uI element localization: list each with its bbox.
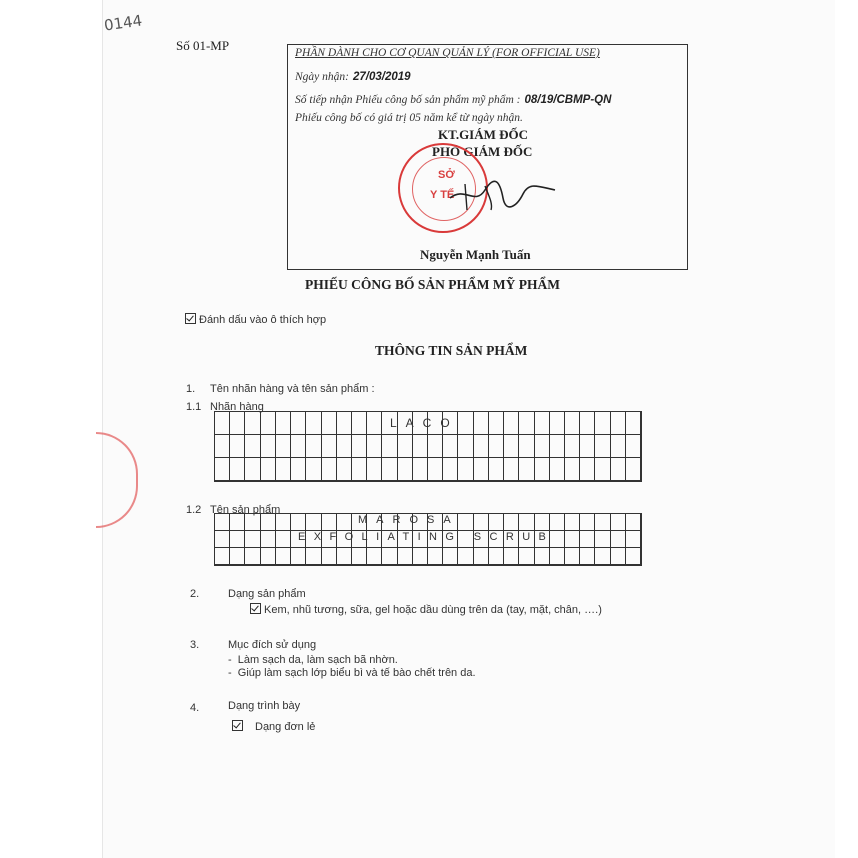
grid-cell	[458, 435, 473, 458]
signer-name: Nguyễn Mạnh Tuấn	[420, 247, 531, 262]
grid-cell	[550, 458, 565, 481]
grid-cell	[322, 412, 337, 435]
grid-cell	[565, 458, 580, 481]
grid-cell	[595, 412, 610, 435]
grid-cell	[261, 412, 276, 435]
grid-cell	[595, 548, 610, 565]
grid-cell	[580, 531, 595, 548]
grid-cell	[474, 514, 489, 531]
grid-cell	[565, 548, 580, 565]
grid-cell	[550, 514, 565, 531]
item-3-line-1: - Làm sạch da, làm sạch bã nhờn.	[228, 654, 398, 666]
grid-cell	[276, 435, 291, 458]
date-row	[295, 67, 411, 85]
grid-cell	[535, 514, 550, 531]
grid-cell	[230, 548, 245, 565]
item-2-value-row	[250, 603, 602, 616]
date-label: Ngày nhận:	[295, 71, 349, 83]
grid-cell	[611, 514, 626, 531]
stamp-text-2: Y TẾ	[430, 189, 455, 201]
grid-cell	[306, 435, 321, 458]
official-heading: PHẦN DÀNH CHO CƠ QUAN QUẢN LÝ (FOR OFFICIAL USE)	[295, 47, 600, 59]
grid-cell	[382, 548, 397, 565]
grid-cell	[550, 435, 565, 458]
grid-cell	[245, 458, 260, 481]
signer-title-1: KT.GIÁM ĐỐC	[438, 127, 529, 142]
grid-cell	[382, 435, 397, 458]
grid-cell	[291, 514, 306, 531]
grid-cell	[322, 514, 337, 531]
item-3-line-2-text: Giúp làm sạch lớp biểu bì và tế bào chết trên da.	[237, 667, 476, 679]
grid-cell	[398, 458, 413, 481]
grid-cell	[474, 548, 489, 565]
item-3-label: Mục đích sử dụng	[228, 639, 317, 651]
date-value: 27/03/2019	[352, 71, 411, 83]
item-4-num: 4.	[190, 702, 200, 714]
item-1-num: 1.	[186, 383, 196, 395]
grid-cell	[306, 412, 321, 435]
grid-cell	[626, 531, 641, 548]
grid-cell	[489, 458, 504, 481]
grid-cell	[519, 548, 534, 565]
grid-cell	[215, 514, 230, 531]
grid-cell	[458, 458, 473, 481]
handwritten-number: 0144	[102, 11, 144, 35]
grid-cell	[595, 458, 610, 481]
grid-cell	[291, 458, 306, 481]
grid-cell	[291, 548, 306, 565]
grid-cell	[261, 514, 276, 531]
grid-cell	[474, 435, 489, 458]
checked-box-icon	[185, 313, 196, 324]
grid-cell	[291, 412, 306, 435]
grid-cell	[337, 435, 352, 458]
item-1-1-num: 1.1	[186, 401, 202, 413]
grid-cell	[367, 412, 382, 435]
grid-cell	[352, 435, 367, 458]
grid-cell	[276, 412, 291, 435]
grid-cell	[337, 548, 352, 565]
product-line-1: MAROSA	[358, 514, 460, 526]
grid-cell	[352, 458, 367, 481]
grid-cell	[230, 531, 245, 548]
grid-cell	[611, 458, 626, 481]
grid-cell	[580, 548, 595, 565]
grid-cell	[489, 514, 504, 531]
item-4-value: Dạng đơn lẻ	[255, 721, 316, 733]
item-4-value-row	[232, 720, 315, 733]
grid-cell	[322, 435, 337, 458]
grid-cell	[565, 531, 580, 548]
stamp-text-1: SỞ	[438, 169, 455, 181]
grid-cell	[580, 412, 595, 435]
grid-cell	[489, 412, 504, 435]
grid-cell	[443, 458, 458, 481]
grid-cell	[595, 531, 610, 548]
grid-cell	[245, 435, 260, 458]
checked-box-icon	[250, 603, 261, 614]
grid-cell	[398, 548, 413, 565]
grid-cell	[519, 435, 534, 458]
grid-cell	[443, 435, 458, 458]
grid-cell	[306, 458, 321, 481]
grid-cell	[276, 458, 291, 481]
item-2-value: Kem, nhũ tương, sữa, gel hoặc dầu dùng trên da (tay, mặt, chân, ….)	[264, 604, 602, 616]
grid-cell	[626, 514, 641, 531]
grid-cell	[245, 514, 260, 531]
check-note-text: Đánh dấu vào ô thích hợp	[199, 314, 327, 326]
grid-cell	[504, 435, 519, 458]
grid-cell	[261, 531, 276, 548]
grid-cell	[322, 458, 337, 481]
grid-cell	[261, 435, 276, 458]
grid-cell	[519, 514, 534, 531]
grid-cell	[504, 458, 519, 481]
receipt-row	[295, 90, 611, 108]
grid-cell	[626, 435, 641, 458]
grid-cell	[413, 548, 428, 565]
grid-cell	[245, 548, 260, 565]
grid-cell	[474, 412, 489, 435]
grid-cell	[535, 412, 550, 435]
item-2-num: 2.	[190, 588, 200, 600]
grid-cell	[443, 548, 458, 565]
grid-cell	[504, 514, 519, 531]
grid-cell	[580, 514, 595, 531]
grid-cell	[398, 435, 413, 458]
item-1-label: Tên nhãn hàng và tên sản phẩm :	[210, 383, 375, 395]
grid-cell	[458, 548, 473, 565]
item-3-num: 3.	[190, 639, 200, 651]
grid-cell	[291, 435, 306, 458]
grid-cell	[306, 548, 321, 565]
grid-cell	[230, 435, 245, 458]
check-note	[185, 313, 326, 326]
grid-cell	[474, 458, 489, 481]
receipt-value: 08/19/CBMP-QN	[524, 94, 612, 106]
item-4-label: Dạng trình bày	[228, 700, 301, 712]
grid-cell	[519, 458, 534, 481]
grid-cell	[535, 435, 550, 458]
grid-cell	[489, 435, 504, 458]
grid-cell	[230, 458, 245, 481]
grid-cell	[367, 435, 382, 458]
signature-scribble	[445, 176, 560, 216]
grid-cell	[550, 412, 565, 435]
grid-cell	[504, 548, 519, 565]
grid-cell	[261, 548, 276, 565]
grid-cell	[382, 458, 397, 481]
grid-cell	[367, 458, 382, 481]
grid-cell	[626, 458, 641, 481]
grid-cell	[595, 514, 610, 531]
grid-cell	[458, 412, 473, 435]
item-1-1-label: Nhãn hàng	[210, 401, 264, 413]
brand-value: LACO	[390, 416, 459, 430]
grid-cell	[215, 458, 230, 481]
checked-box-icon	[232, 720, 243, 731]
grid-cell	[276, 514, 291, 531]
grid-cell	[519, 412, 534, 435]
item-1-2-label: Tên sản phẩm	[210, 504, 281, 516]
grid-cell	[261, 458, 276, 481]
grid-cell	[306, 514, 321, 531]
grid-cell	[413, 435, 428, 458]
grid-cell	[428, 548, 443, 565]
grid-cell	[337, 458, 352, 481]
receipt-label: Số tiếp nhận Phiếu công bố sản phẩm mỹ phẩm :	[295, 94, 521, 106]
grid-cell	[535, 458, 550, 481]
grid-cell	[580, 458, 595, 481]
signer-title-2: PHÓ GIÁM ĐỐC	[432, 144, 533, 159]
item-2-label: Dạng sản phẩm	[228, 588, 306, 600]
grid-cell	[428, 458, 443, 481]
grid-cell	[611, 435, 626, 458]
grid-cell	[626, 548, 641, 565]
grid-cell	[276, 548, 291, 565]
grid-cell	[367, 548, 382, 565]
grid-cell	[489, 548, 504, 565]
grid-cell	[245, 412, 260, 435]
item-3-line-2: - Giúp làm sạch lớp biểu bì và tế bào chết trên da.	[228, 667, 476, 679]
grid-cell	[215, 412, 230, 435]
grid-cell	[565, 435, 580, 458]
grid-cell	[230, 412, 245, 435]
grid-cell	[565, 412, 580, 435]
grid-cell	[580, 435, 595, 458]
grid-cell	[352, 548, 367, 565]
grid-cell	[535, 548, 550, 565]
grid-cell	[215, 548, 230, 565]
grid-cell	[626, 412, 641, 435]
grid-cell	[245, 531, 260, 548]
grid-cell	[595, 435, 610, 458]
validity-note: Phiếu công bố có giá trị 05 năm kể từ ngày nhận.	[295, 112, 523, 124]
grid-cell	[322, 548, 337, 565]
grid-cell	[458, 514, 473, 531]
grid-cell	[352, 412, 367, 435]
grid-cell	[504, 412, 519, 435]
item-3-line-1-text: Làm sạch da, làm sạch bã nhờn.	[237, 654, 398, 666]
grid-cell	[611, 531, 626, 548]
grid-cell	[337, 514, 352, 531]
grid-cell	[611, 412, 626, 435]
section-title: THÔNG TIN SẢN PHẨM	[375, 343, 528, 358]
grid-cell	[413, 458, 428, 481]
grid-cell	[215, 435, 230, 458]
grid-cell	[230, 514, 245, 531]
grid-cell	[550, 548, 565, 565]
grid-cell	[276, 531, 291, 548]
product-line-2: EXFOLIATING SCRUB	[298, 531, 555, 543]
grid-cell	[565, 514, 580, 531]
grid-cell	[215, 531, 230, 548]
main-title: PHIẾU CÔNG BỐ SẢN PHẨM MỸ PHẨM	[305, 277, 560, 292]
grid-cell	[611, 548, 626, 565]
form-number: Số 01-MP	[176, 38, 230, 53]
grid-cell	[337, 412, 352, 435]
item-1-2-num: 1.2	[186, 504, 202, 516]
grid-cell	[428, 435, 443, 458]
